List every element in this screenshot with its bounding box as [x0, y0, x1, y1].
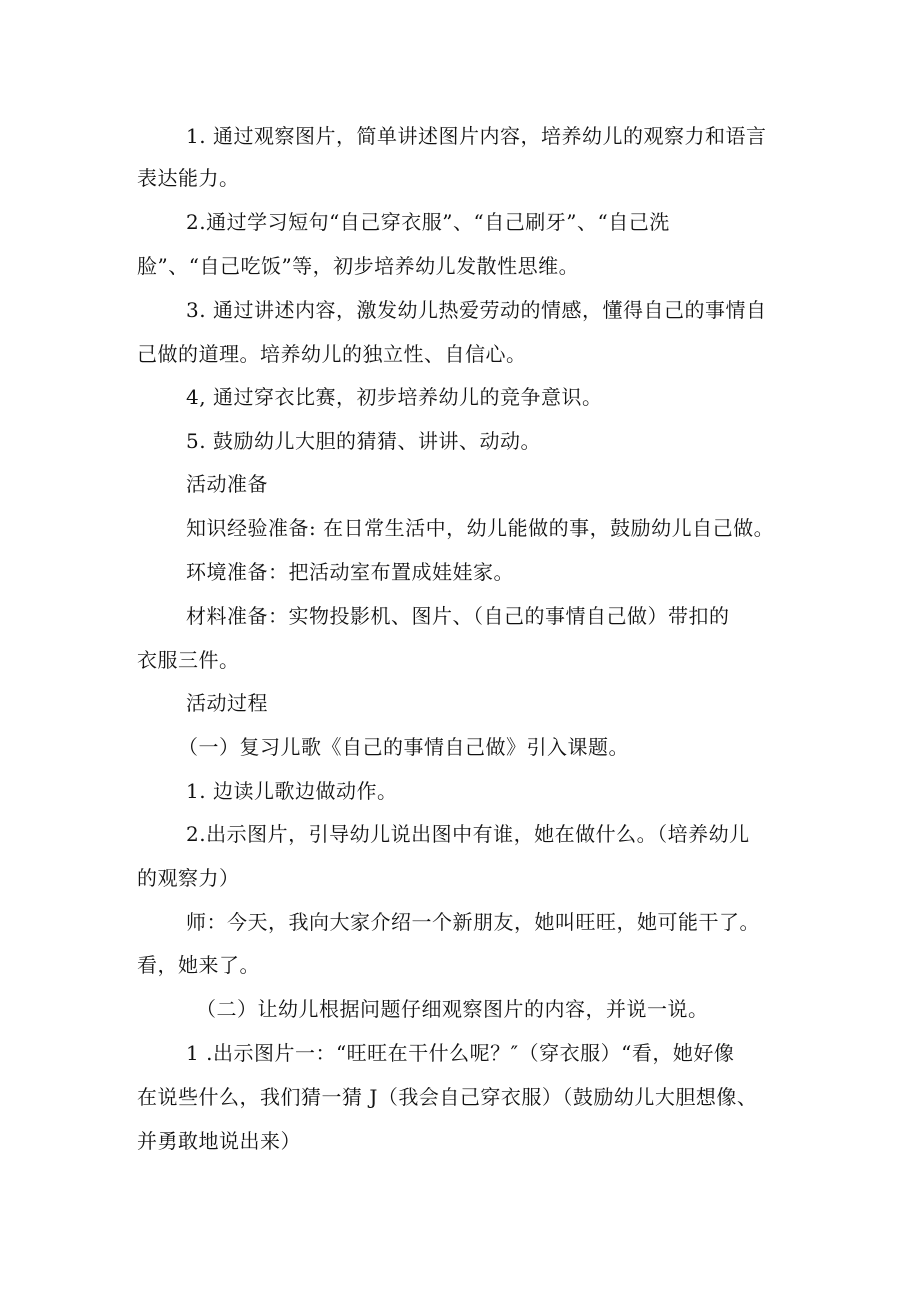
- process-part-1-heading: （一）复习儿歌《自己的事情自己做》引入课题。: [178, 735, 629, 759]
- objective-2-line-1: 2.通过学习短句“自己穿衣服”、“自己刷牙”、“自己洗: [186, 210, 670, 234]
- teacher-line-1: 师：今天，我向大家介绍一个新朋友，她叫旺旺，她可能干了。: [186, 910, 760, 934]
- material-preparation-line-2: 衣服三件。: [137, 648, 240, 672]
- objective-4-line: 4, 通过穿衣比赛，初步培养幼儿的竞争意识。: [186, 385, 603, 409]
- knowledge-preparation-line: 知识经验准备: 在日常生活中，幼儿能做的事，鼓励幼儿自己做。: [186, 516, 775, 540]
- objective-1-line-2: 表达能力。: [137, 166, 240, 190]
- objective-3-line-1: 3. 通过讲述内容，激发幼儿热爱劳动的情感，懂得自己的事情自: [186, 298, 767, 322]
- objective-5-line: 5. 鼓励幼儿大胆的猜猜、讲讲、动动。: [186, 429, 541, 453]
- process-step-2-line-2: 的观察力）: [137, 866, 240, 890]
- teacher-line-2: 看，她来了。: [137, 953, 260, 977]
- objective-3-line-2: 己做的道理。培养幼儿的独立性、自信心。: [137, 342, 527, 366]
- picture-one-line-1: 1 .出示图片一：“旺旺在干什么呢？″（穿衣服）“看，她好像: [186, 1041, 735, 1065]
- process-part-2-heading: （二）让幼儿根据问题仔细观察图片的内容，并说一说。: [196, 997, 709, 1021]
- section-heading-process: 活动过程: [186, 691, 268, 715]
- picture-one-line-3: 并勇敢地说出来）: [137, 1129, 301, 1153]
- picture-one-line-2: 在说些什么，我们猜一猜 J（我会自己穿衣服）（鼓励幼儿大胆想像、: [137, 1085, 758, 1109]
- material-preparation-line-1: 材料准备：实物投影机、图片、（自己的事情自己做）带扣的: [186, 604, 730, 628]
- objective-1-line-1: 1. 通过观察图片，简单讲述图片内容，培养幼儿的观察力和语言: [186, 124, 767, 148]
- section-heading-preparation: 活动准备: [186, 472, 268, 496]
- process-step-2-line-1: 2.出示图片，引导幼儿说出图中有谁，她在做什么。（培养幼儿: [186, 822, 750, 846]
- environment-preparation-line: 环境准备：把活动室布置成娃娃家。: [186, 560, 514, 584]
- objective-2-line-2: 脸”、“自己吃饭”等，初步培养幼儿发散性思维。: [137, 254, 580, 278]
- process-step-1-line: 1. 边读儿歌边做动作。: [186, 779, 398, 803]
